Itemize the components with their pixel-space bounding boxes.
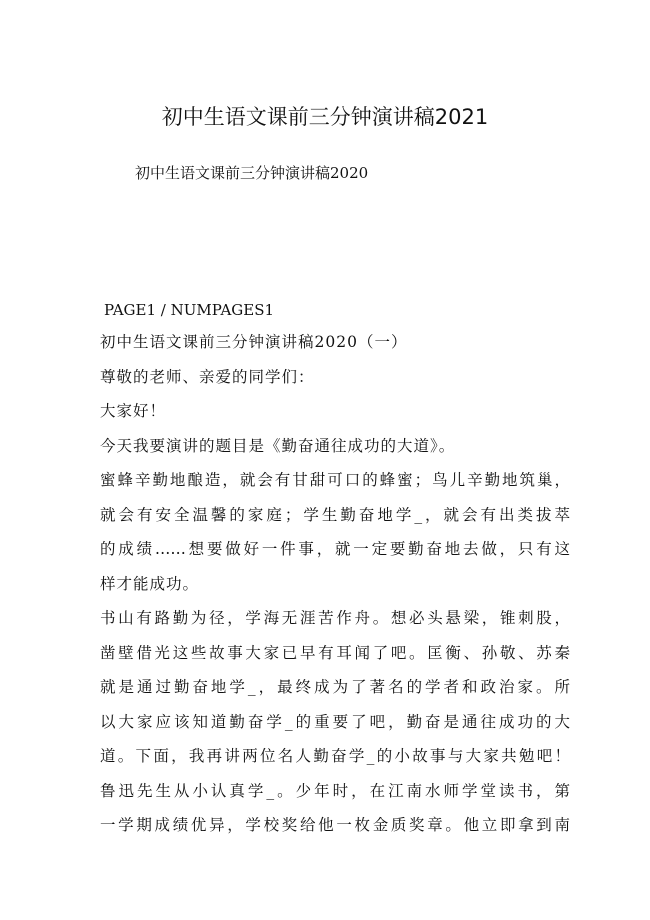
page-number-field: PAGE1 / NUMPAGES1 [104,301,275,319]
paragraph-line: 书山有路勤为径，学海无涯苦作舟。想必头悬梁，锥刺股， [100,609,570,627]
paragraph-line: 就是通过勤奋地学_，最终成为了著名的学者和政治家。所 [100,678,570,696]
paragraph-line: 一学期成绩优异，学校奖给他一枚金质奖章。他立即拿到南 [100,816,570,834]
paragraph-line: 以大家应该知道勤奋学_的重要了吧，勤奋是通往成功的大 [100,712,570,731]
paragraph-line: 鲁迅先生从小认真学_。少年时，在江南水师学堂读书，第 [100,781,570,800]
greeting: 大家好！ [100,402,167,420]
speech-heading: 初中生语文课前三分钟演讲稿2020（一） [100,333,408,351]
paragraph-line: 就会有安全温馨的家庭；学生勤奋地学_，就会有出类拔萃 [100,505,570,524]
topic-line: 今天我要演讲的题目是《勤奋通往成功的大道》。 [100,436,456,455]
document-subtitle: 初中生语文课前三分钟演讲稿2020 [135,164,369,182]
paragraph-line: 道。下面，我再讲两位名人勤奋学_的小故事与大家共勉吧！ [100,747,570,765]
paragraph-line: 凿壁借光这些故事大家已早有耳闻了吧。匡衡、孙敬、苏秦 [100,643,570,662]
paragraph-line: 蜜蜂辛勤地酿造，就会有甘甜可口的蜂蜜；鸟儿辛勤地筑巢， [100,471,570,489]
salutation: 尊敬的老师、亲爱的同学们： [100,367,315,386]
document-body [100,325,570,843]
paragraph-line: 的成绩……想要做好一件事，就一定要勤奋地去做，只有这 [100,540,570,558]
document-title: 初中生语文课前三分钟演讲稿2021 [161,105,489,129]
paragraph-line: 样才能成功。 [100,574,200,593]
